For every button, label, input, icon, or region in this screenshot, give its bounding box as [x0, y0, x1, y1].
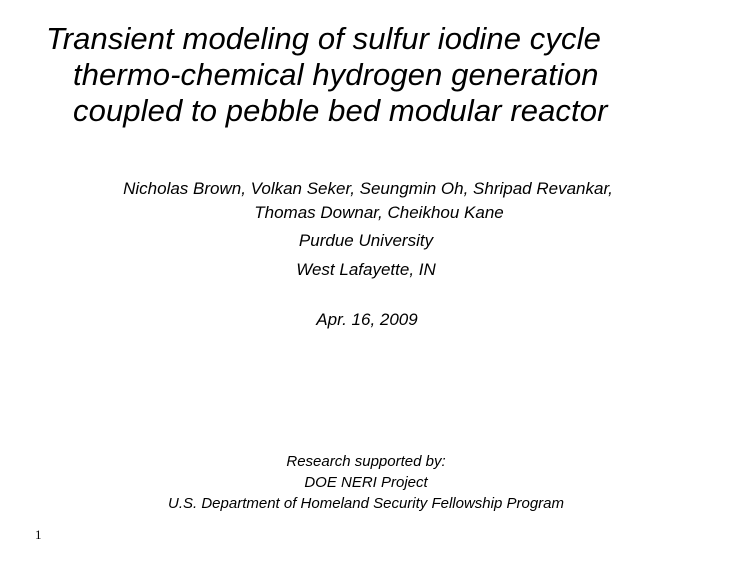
sponsor-line: U.S. Department of Homeland Security Fellowship Program — [168, 495, 564, 512]
authors-line-2: Thomas Downar, Cheikhou Kane — [254, 203, 504, 222]
slide-title-line-3: coupled to pebble bed modular reactor — [73, 93, 608, 128]
slide-title-line-1: Transient modeling of sulfur iodine cycle — [46, 21, 601, 56]
affiliation: Purdue University — [298, 231, 434, 250]
location: West Lafayette, IN — [296, 260, 436, 279]
sponsor-line: DOE NERI Project — [304, 474, 428, 491]
presentation-date: Apr. 16, 2009 — [316, 310, 418, 329]
page-number: 1 — [35, 527, 42, 542]
support-heading: Research supported by: — [286, 453, 446, 470]
authors-line-1: Nicholas Brown, Volkan Seker, Seungmin Oh, Shripad Revankar, — [123, 179, 613, 198]
slide-title-line-2: thermo-chemical hydrogen generation — [73, 57, 599, 92]
